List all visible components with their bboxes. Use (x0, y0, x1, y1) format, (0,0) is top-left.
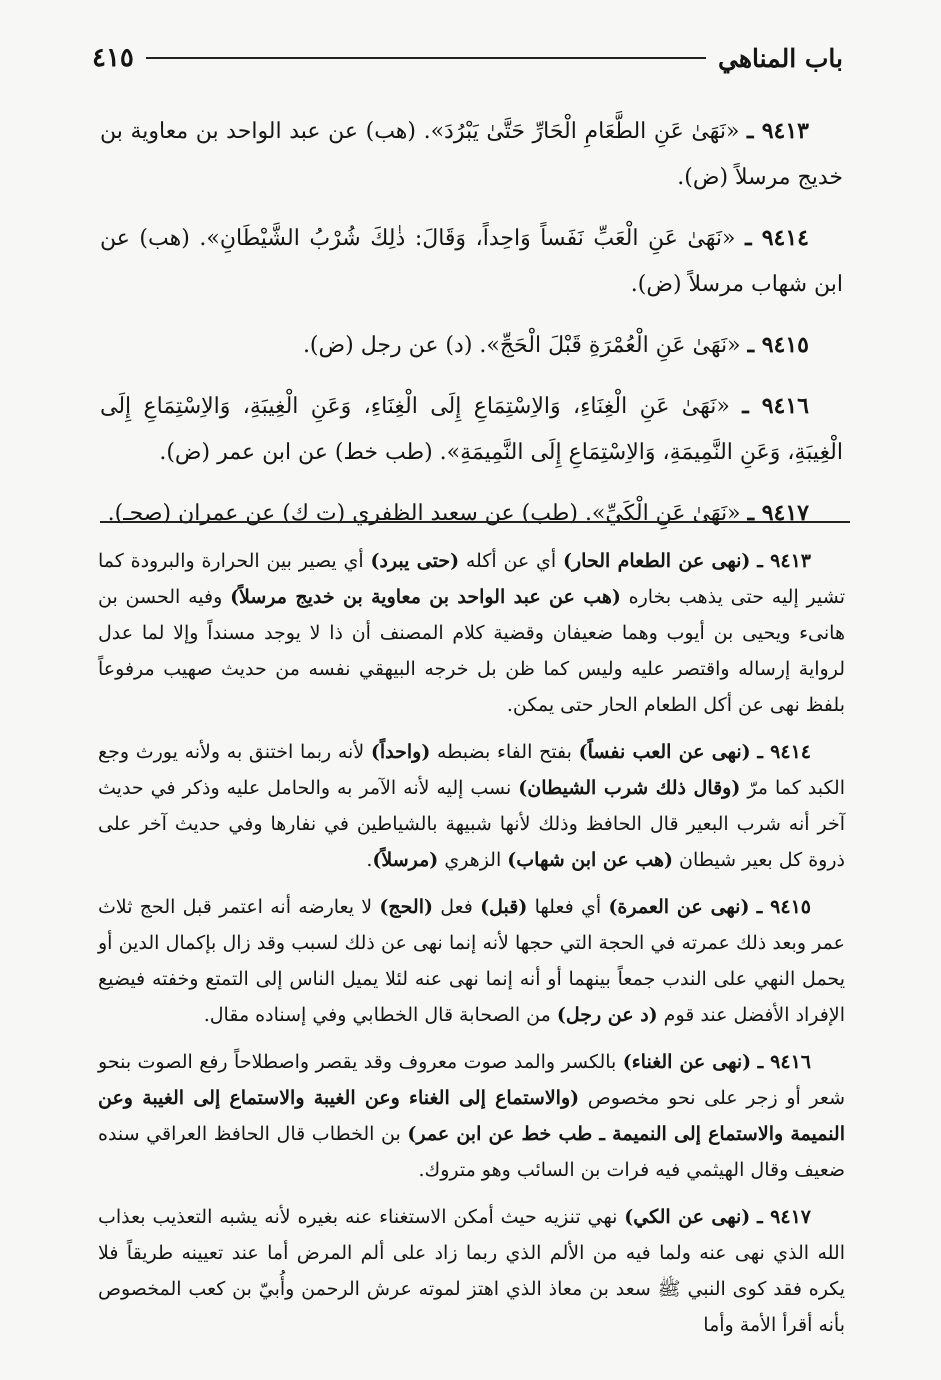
hadith-source: (هب) عن ابن شهاب مرسلاً (ض). (100, 226, 843, 297)
page-number: ٤١٥ (92, 43, 134, 73)
commentary-entry (98, 543, 845, 723)
hadith-quote: «نَهَىٰ عَنِ الطَّعَامِ الْحَارِّ حَتَّىٰ يَبْرُدَ». (423, 119, 740, 144)
commentary-text: أي عن أكله (459, 550, 563, 572)
commentary-text: وفيه الحسن بن هانىء ويحيى بن أيوب وهما ضعيفان وقضية كلام المصنف أن ذا لا يوجد مسنداً وإلا لما عدل لرواية إرساله واقتصر عليه وليس كما ظن بل خرجه البيهقي نفسه من حديث صهيب مرفوعاً بلفظ نهى عن أكل الطعام الحار حتى يمكن. (98, 586, 845, 716)
hadith-entry (100, 108, 843, 201)
commentary-entry (98, 1199, 845, 1343)
commentary-lemma: (قبل) (480, 896, 528, 918)
hadith-entry (100, 383, 843, 476)
running-header (92, 38, 843, 78)
commentary-entry (98, 1044, 845, 1188)
hadith-entry (100, 215, 843, 308)
hadith-number: ٩٤١٤ ـ (745, 225, 809, 251)
hadith-source: (طب) عن سعيد الظفري (ت ك) عن عمران (صحـ). (107, 501, 578, 526)
commentary-number: ٩٤١٦ ـ (757, 1051, 811, 1073)
hadith-quote: «نَهَىٰ عَنِ الْعُمْرَةِ قَبْلَ الْحَجِّ». (479, 333, 741, 358)
commentary-text: من الصحابة قال الخطابي وفي إسناده مقال. (203, 1004, 557, 1026)
commentary-lemma: (واحداً) (370, 741, 431, 763)
commentary-text: . (366, 849, 373, 871)
hadith-number: ٩٤١٥ ـ (747, 332, 809, 358)
commentary-entry (98, 889, 845, 1033)
commentary-lemma: (مرسلاً) (372, 849, 439, 871)
commentary-lemma: (والاستماع إلى الغناء وعن الغيبة والاستماع إلى الغيبة وعن النميمة والاستماع إلى النميمة ـ طب خط عن ابن عمر) (98, 1087, 846, 1145)
chapter-title: باب المناهي (717, 43, 843, 73)
hadith-source: (طب خط) عن ابن عمر (ض). (159, 440, 433, 465)
commentary-lemma: (نهى عن العمرة) (608, 896, 750, 918)
hadith-text-section (100, 108, 843, 551)
commentary-entry (98, 734, 845, 878)
commentary-lemma: (حتى يبرد) (370, 550, 460, 572)
commentary-lemma: (نهى عن الكي) (624, 1206, 751, 1228)
commentary-section (98, 543, 845, 1354)
hadith-quote: «نَهَىٰ عَنِ الْكَيِّ». (584, 501, 741, 526)
hadith-entry (100, 322, 843, 369)
hadith-source: (د) عن رجل (ض). (302, 333, 473, 358)
hadith-quote: «نَهَىٰ عَنِ الْغِنَاءِ، وَالاِسْتِمَاعِ إِلَى الْغِنَاءِ، وَعَنِ الْغِيبَةِ، وَالاِسْتِمَاعِ إِلَى الْغِيبَةِ، وَعَنِ النَّمِيمَةِ، وَالاِسْتِمَاعِ إِلَى النَّمِيمَةِ». (100, 394, 843, 465)
commentary-lemma: (هب عن عبد الواحد بن معاوية بن خديج مرسلاً) (230, 586, 621, 608)
hadith-number: ٩٤١٦ ـ (742, 393, 809, 419)
commentary-text: بالكسر والمد صوت معروف وقد يقصر واصطلاحاً رفع الصوت بنحو شعر أو زجر على نحو مخصوص (98, 1051, 845, 1109)
hadith-quote: «نَهَىٰ عَنِ الْعَبِّ نَفَساً وَاحِداً، وَقَالَ: ذٰلِكَ شُرْبُ الشَّيْطَانِ». (199, 226, 736, 251)
hadith-number: ٩٤١٧ ـ (747, 500, 809, 526)
commentary-lemma: (نهى عن الطعام الحار) (563, 550, 751, 572)
commentary-lemma: (الحج) (379, 896, 433, 918)
commentary-lemma: (هب عن ابن شهاب) (507, 849, 673, 871)
commentary-text: بفتح الفاء بضبطه (430, 741, 579, 763)
commentary-text: فعل (432, 896, 481, 918)
header-rule (146, 57, 706, 59)
commentary-text: أي يصير بين الحرارة والبرودة كما تشير إليه حتى يذهب بخاره (98, 550, 845, 608)
commentary-text: بن الخطاب قال الحافظ العراقي سنده ضعيف وقال الهيثمي فيه فرات بن السائب وهو متروك. (98, 1123, 845, 1181)
commentary-number: ٩٤١٤ ـ (757, 741, 811, 763)
commentary-lemma: (نهى عن العب نفساً) (578, 741, 751, 763)
hadith-number: ٩٤١٣ ـ (747, 118, 809, 144)
commentary-text: لا يعارضه أنه اعتمر قبل الحج ثلاث عمر وبعد ذلك عمرته في الحجة التي حجها لأنه إنما نهى عن ذلك لسبب وقد زال بإكمال الدين أو يحمل النهي على الندب جمعاً بينهما أو أنه إنما نهى عنه لئلا يميل الناس إلى التمتع وخفته فيضيع الإفراد الأفضل عند قوم (98, 896, 845, 1026)
commentary-text: نهي تنزيه حيث أمكن الاستغناء عنه بغيره لأنه يشبه التعذيب بعذاب الله الذي نهى عنه ولما فيه من الألم الذي ربما زاد على ألم المرض أما عند تعيينه طريقاً فلا يكره فقد كوى النبي ﷺ سعد بن معاذ الذي اهتز لموته عرش الرحمن وأُبيّ بن كعب المخصوص بأنه أقرأ الأمة وأما (98, 1206, 845, 1336)
hadith-source: (هب) عن عبد الواحد بن معاوية بن خديج مرسلاً (ض). (100, 119, 843, 190)
commentary-number: ٩٤١٧ ـ (757, 1206, 811, 1228)
footnote-separator (100, 521, 850, 523)
commentary-number: ٩٤١٥ ـ (756, 896, 811, 918)
commentary-lemma: (نهى عن الغناء) (622, 1051, 752, 1073)
commentary-text: لأنه ربما اختنق به ولأنه يورث وجع الكبد كما مرّ (98, 741, 846, 799)
hadith-entry (100, 490, 843, 537)
commentary-lemma: (وقال ذلك شرب الشيطان) (518, 777, 741, 799)
commentary-text: أي فعلها (527, 896, 609, 918)
commentary-lemma: (د عن رجل) (556, 1004, 658, 1026)
commentary-text: نسب إليه لأنه الآمر به والحامل عليه وذكر في حديث آخر أنه شرب البعير قال الحافظ وذلك لأنها شبيهة بالشياطين في نفارها وفي حديث آخر على ذروة كل بعير شيطان (98, 777, 845, 871)
commentary-number: ٩٤١٣ ـ (757, 550, 811, 572)
commentary-text: الزهري (438, 849, 508, 871)
